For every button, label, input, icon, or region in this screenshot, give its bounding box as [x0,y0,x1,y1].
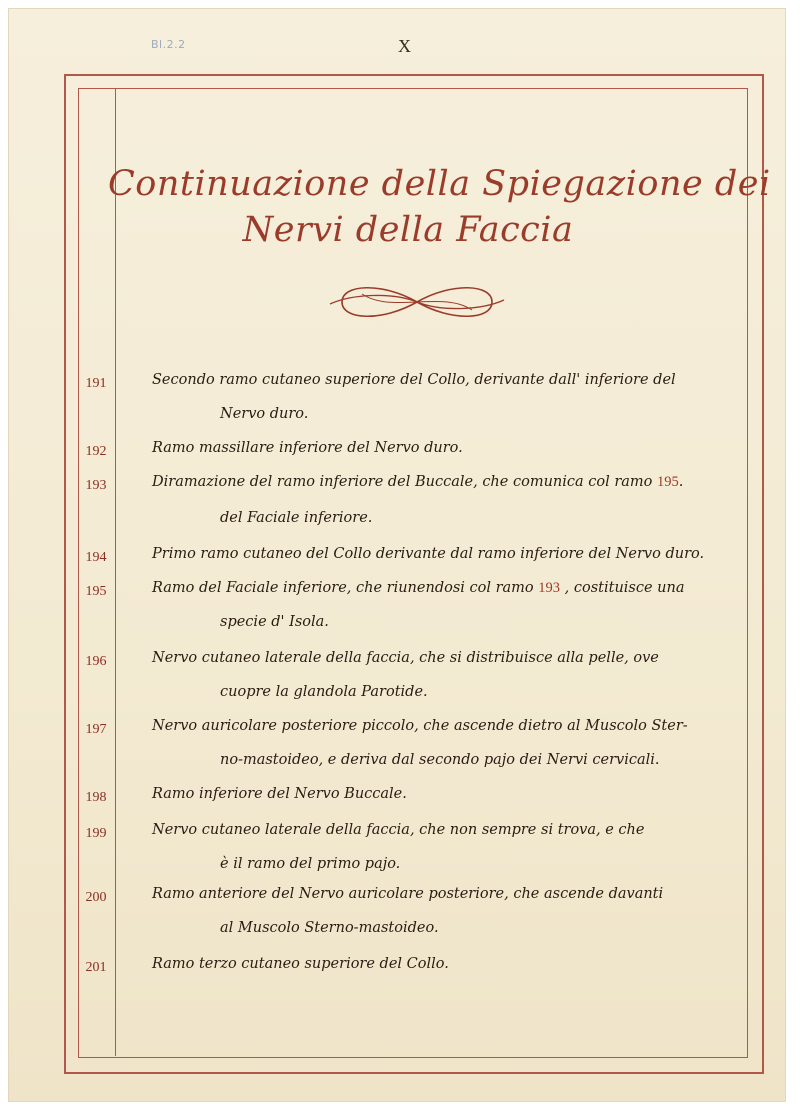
entry-text-line: Ramo inferiore del Nervo Buccale. [152,786,407,802]
entry-text: , costituisce una [564,580,685,596]
entry-number: 193 [85,478,107,493]
entry-text-line: Ramo terzo cutaneo superiore del Collo. [152,956,449,972]
entry-text-line: è il ramo del primo pajo. [220,856,401,872]
entry-text: . [678,474,684,490]
entry-number: 192 [85,444,107,459]
archive-mark: Bl.2.2 [151,38,186,51]
manuscript-page [8,8,786,1102]
entry-number: 194 [85,550,107,565]
entry-text-line: cuopre la glandola Parotide. [220,684,428,700]
cross-reference: 193 [538,580,561,596]
entry-text-line: Nervo cutaneo laterale della faccia, che si distribuisce alla pelle, ove [152,650,659,666]
entry-text-line: Nervo auricolare posteriore piccolo, che ascende dietro al Muscolo Ster- [152,718,688,734]
entry-number: 199 [85,826,107,841]
entry-number: 197 [85,722,107,737]
entry-number: 195 [85,584,107,599]
entry-number: 191 [85,376,107,391]
entry-text-line [152,474,683,491]
cross-reference: 195 [657,474,679,490]
entry-text-line: Nervo duro. [220,406,309,422]
entry-text: Ramo del Faciale inferiore, che riunendosi col ramo [152,580,534,596]
entry-text-line: Primo ramo cutaneo del Collo derivante dal ramo inferiore del Nervo duro. [152,546,705,562]
entry-number: 198 [85,790,107,805]
entry-text-line: Nervo cutaneo laterale della faccia, che non sempre si trova, e che [152,822,645,838]
title-line-2: Nervi della Faccia [242,210,574,250]
entry-text-line: Ramo anteriore del Nervo auricolare posteriore, che ascende davanti [152,886,664,902]
entry-text-line: no-mastoideo, e deriva dal secondo pajo dei Nervi cervicali. [220,752,660,768]
page-number: X [398,36,411,56]
flourish-ornament [322,274,512,330]
entry-text: Diramazione del ramo inferiore del Buccale, che comunica col ramo [152,474,653,490]
entry-number: 196 [85,654,107,669]
entry-text-line: del Faciale inferiore. [220,510,373,526]
entry-text-line: Ramo massillare inferiore del Nervo duro. [152,440,463,456]
entry-text-line: specie d' Isola. [220,614,329,630]
title-line-1: Continuazione della Spiegazione dei [108,164,771,204]
entry-text-line [152,580,685,597]
entry-text-line: al Muscolo Sterno-mastoideo. [220,920,439,936]
entry-number: 201 [85,960,107,975]
entry-text-line: Secondo ramo cutaneo superiore del Collo, derivante dall' inferiore del [152,372,676,388]
entry-number: 200 [85,890,107,905]
